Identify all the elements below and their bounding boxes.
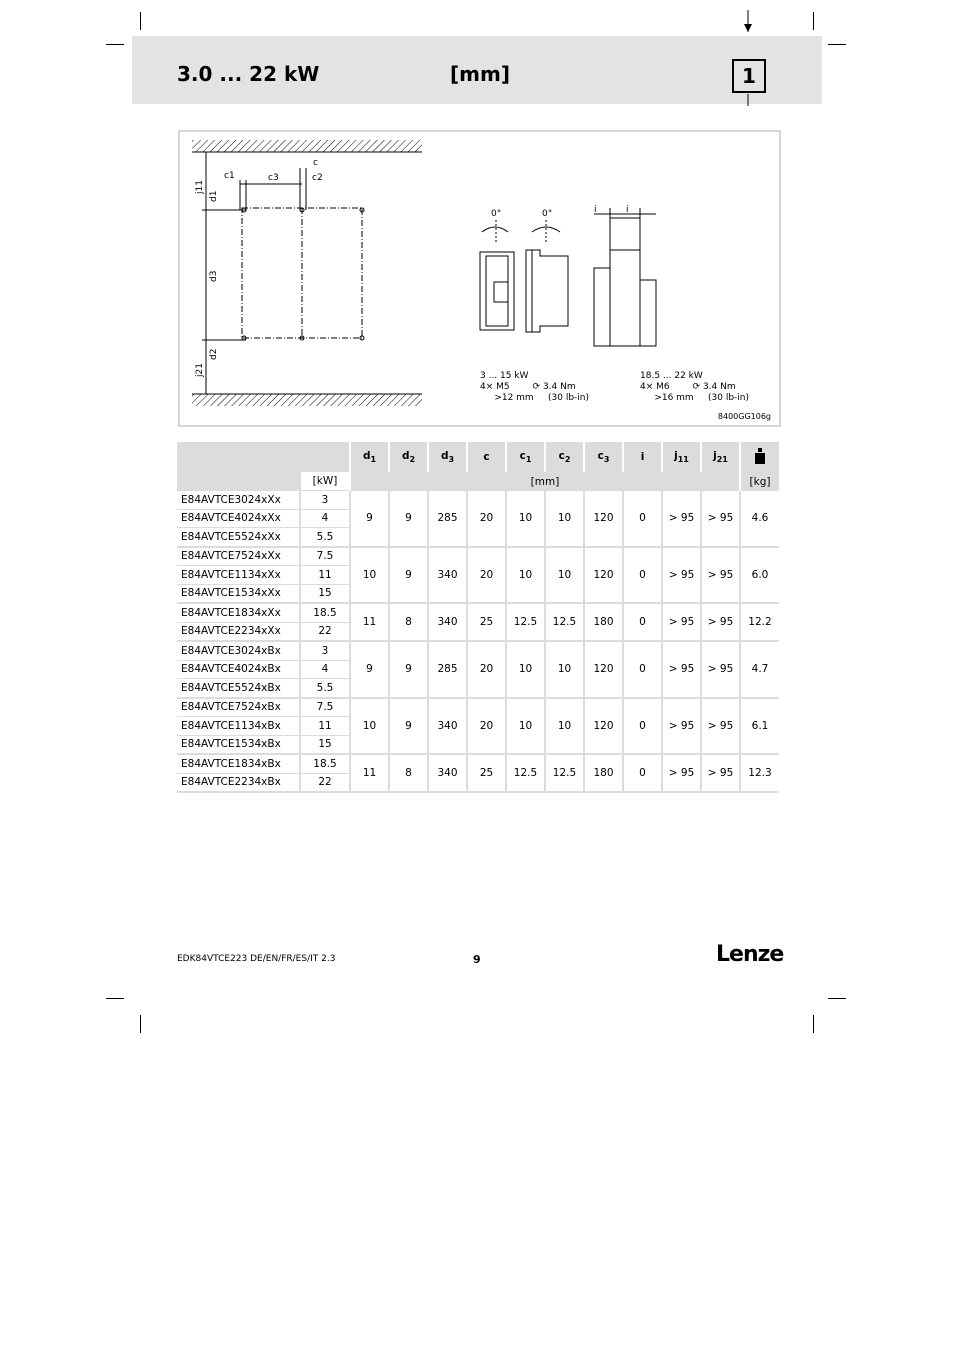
value-cell: 10 xyxy=(505,548,544,605)
dim-label: c2 xyxy=(312,173,323,183)
value-cell: 12.5 xyxy=(505,755,544,793)
table-corner xyxy=(177,442,349,472)
value-cell: 340 xyxy=(427,548,466,605)
value-cell: 10 xyxy=(544,699,583,756)
power-cell: 7.5 xyxy=(299,699,349,718)
type-cell: E84AVTCE1134xBx xyxy=(177,717,299,736)
note-right: 18.5 ... 22 kW 4× M6 ⟳ 3.4 Nm >16 mm (30 lb-in) xyxy=(640,371,750,403)
col-d1: $d_1$ xyxy=(349,442,388,472)
power-cell: 4 xyxy=(299,661,349,680)
value-cell: 285 xyxy=(427,491,466,548)
chapter-number: 1 xyxy=(732,59,766,93)
value-cell: > 95 xyxy=(700,491,739,548)
dim-label: c1 xyxy=(224,171,235,181)
value-cell: 20 xyxy=(466,548,505,605)
value-cell: > 95 xyxy=(700,548,739,605)
page-header xyxy=(132,36,822,104)
crop-mark xyxy=(106,998,124,999)
col-i: i xyxy=(622,442,661,472)
value-cell: 0 xyxy=(622,604,661,642)
value-cell: 0 xyxy=(622,755,661,793)
type-cell: E84AVTCE1534xBx xyxy=(177,736,299,756)
wall-top xyxy=(192,140,422,152)
col-j11: $j_{11}$ xyxy=(661,442,700,472)
value-cell: 9 xyxy=(349,642,388,699)
power-cell: 15 xyxy=(299,736,349,756)
dim-label: d2 xyxy=(209,348,219,360)
value-cell: 10 xyxy=(349,548,388,605)
crop-mark xyxy=(813,12,814,30)
wall-bottom xyxy=(192,394,422,406)
dimension-table xyxy=(177,442,779,793)
value-cell: > 95 xyxy=(700,755,739,793)
value-cell: 0 xyxy=(622,491,661,548)
value-cell: 10 xyxy=(505,491,544,548)
dim-label: i xyxy=(626,205,629,215)
crop-mark xyxy=(813,1015,814,1033)
power-cell: 11 xyxy=(299,717,349,736)
type-cell: E84AVTCE1134xXx xyxy=(177,566,299,585)
value-cell: 12.5 xyxy=(544,755,583,793)
page-title: 3.0 ... 22 kW xyxy=(177,62,320,86)
crop-mark xyxy=(140,1015,141,1033)
type-cell: E84AVTCE1834xXx xyxy=(177,604,299,623)
value-cell: 180 xyxy=(583,755,622,793)
col-c1: $c_1$ xyxy=(505,442,544,472)
type-cell: E84AVTCE7524xXx xyxy=(177,548,299,567)
unit-mm: [mm] xyxy=(349,472,739,491)
value-cell: 12.3 xyxy=(739,755,779,793)
value-cell: 8 xyxy=(388,604,427,642)
unit-label: [mm] xyxy=(450,62,510,86)
power-cell: 22 xyxy=(299,623,349,643)
angle-label: 0° xyxy=(542,209,553,219)
page-number: 9 xyxy=(473,953,481,966)
value-cell: 8 xyxy=(388,755,427,793)
value-cell: 10 xyxy=(349,699,388,756)
value-cell: 0 xyxy=(622,699,661,756)
power-cell: 22 xyxy=(299,774,349,794)
dim-label: d3 xyxy=(209,270,219,282)
type-cell: E84AVTCE5524xXx xyxy=(177,528,299,548)
type-cell: E84AVTCE4024xBx xyxy=(177,661,299,680)
value-cell: > 95 xyxy=(661,755,700,793)
value-cell: 120 xyxy=(583,642,622,699)
value-cell: > 95 xyxy=(661,491,700,548)
value-cell: 25 xyxy=(466,604,505,642)
power-cell: 11 xyxy=(299,566,349,585)
value-cell: 10 xyxy=(544,548,583,605)
value-cell: 9 xyxy=(349,491,388,548)
value-cell: 4.6 xyxy=(739,491,779,548)
value-cell: 9 xyxy=(388,548,427,605)
value-cell: 10 xyxy=(544,491,583,548)
document-id: EDK84VTCE223 DE/EN/FR/ES/IT 2.3 xyxy=(177,954,336,964)
type-cell: E84AVTCE4024xXx xyxy=(177,510,299,529)
power-cell: 5.5 xyxy=(299,528,349,548)
power-cell: 18.5 xyxy=(299,755,349,774)
value-cell: 20 xyxy=(466,699,505,756)
value-cell: 12.5 xyxy=(505,604,544,642)
value-cell: 12.2 xyxy=(739,604,779,642)
value-cell: 285 xyxy=(427,642,466,699)
value-cell: 11 xyxy=(349,755,388,793)
crop-mark xyxy=(106,44,124,45)
torque-icon: ⟳ xyxy=(692,382,701,392)
col-j21: $j_{21}$ xyxy=(700,442,739,472)
power-cell: 15 xyxy=(299,585,349,605)
torque-icon: ⟳ xyxy=(532,382,541,392)
crop-mark xyxy=(828,998,846,999)
value-cell: 20 xyxy=(466,491,505,548)
col-d3: $d_3$ xyxy=(427,442,466,472)
value-cell: 340 xyxy=(427,699,466,756)
value-cell: 25 xyxy=(466,755,505,793)
lenze-logo: Lenze xyxy=(716,942,784,967)
unit-spacer xyxy=(177,472,299,491)
dim-label: i xyxy=(594,205,597,215)
value-cell: > 95 xyxy=(661,699,700,756)
note-left: 3 ... 15 kW 4× M5 ⟳ 3.4 Nm >12 mm (30 lb-in) xyxy=(480,371,590,403)
col-c: c xyxy=(466,442,505,472)
type-cell: E84AVTCE2234xXx xyxy=(177,623,299,643)
power-cell: 18.5 xyxy=(299,604,349,623)
power-cell: 3 xyxy=(299,491,349,510)
type-cell: E84AVTCE3024xXx xyxy=(177,491,299,510)
crop-mark xyxy=(828,44,846,45)
value-cell: 6.0 xyxy=(739,548,779,605)
type-cell: E84AVTCE5524xBx xyxy=(177,679,299,699)
value-cell: 0 xyxy=(622,642,661,699)
value-cell: 340 xyxy=(427,604,466,642)
value-cell: 10 xyxy=(544,642,583,699)
type-cell: E84AVTCE3024xBx xyxy=(177,642,299,661)
value-cell: 9 xyxy=(388,642,427,699)
value-cell: 120 xyxy=(583,491,622,548)
dim-label: d1 xyxy=(209,190,219,202)
value-cell: 11 xyxy=(349,604,388,642)
power-cell: 4 xyxy=(299,510,349,529)
value-cell: 12.5 xyxy=(544,604,583,642)
type-cell: E84AVTCE7524xBx xyxy=(177,699,299,718)
value-cell: 6.1 xyxy=(739,699,779,756)
unit-kg: [kg] xyxy=(739,472,779,491)
power-cell: 7.5 xyxy=(299,548,349,567)
value-cell: 120 xyxy=(583,548,622,605)
value-cell: 180 xyxy=(583,604,622,642)
value-cell: 340 xyxy=(427,755,466,793)
type-cell: E84AVTCE1534xXx xyxy=(177,585,299,605)
type-cell: E84AVTCE2234xBx xyxy=(177,774,299,794)
power-cell: 3 xyxy=(299,642,349,661)
dim-label: j21 xyxy=(195,363,205,377)
value-cell: > 95 xyxy=(661,642,700,699)
value-cell: 9 xyxy=(388,699,427,756)
value-cell: 10 xyxy=(505,642,544,699)
dimension-drawing xyxy=(178,130,781,427)
value-cell: > 95 xyxy=(700,642,739,699)
value-cell: 120 xyxy=(583,699,622,756)
value-cell: 4.7 xyxy=(739,642,779,699)
col-c3: $c_3$ xyxy=(583,442,622,472)
weight-icon xyxy=(739,442,779,472)
chapter-marker-icon xyxy=(742,10,754,106)
value-cell: 0 xyxy=(622,548,661,605)
col-c2: $c_2$ xyxy=(544,442,583,472)
value-cell: 9 xyxy=(388,491,427,548)
crop-mark xyxy=(140,12,141,30)
angle-label: 0° xyxy=(491,209,502,219)
power-cell: 5.5 xyxy=(299,679,349,699)
value-cell: > 95 xyxy=(661,604,700,642)
type-cell: E84AVTCE1834xBx xyxy=(177,755,299,774)
value-cell: 10 xyxy=(505,699,544,756)
value-cell: > 95 xyxy=(700,604,739,642)
value-cell: 20 xyxy=(466,642,505,699)
unit-kw: [kW] xyxy=(299,472,349,491)
figure-code: 8400GG106g xyxy=(717,412,771,421)
dim-label: c3 xyxy=(268,173,279,183)
col-d2: $d_2$ xyxy=(388,442,427,472)
value-cell: > 95 xyxy=(661,548,700,605)
dim-label: j11 xyxy=(195,180,205,194)
value-cell: > 95 xyxy=(700,699,739,756)
dim-label: c xyxy=(313,158,318,168)
